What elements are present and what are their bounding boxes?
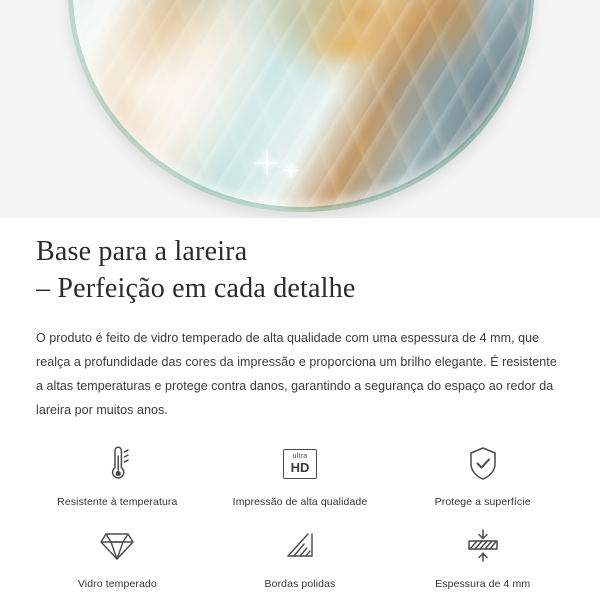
text-content [0, 218, 600, 422]
ultra-hd-badge-bottom: HD [290, 460, 310, 476]
feature-label: Bordas polidas [264, 577, 336, 590]
feature-item-polished-edges [209, 524, 392, 590]
feature-item-temperature [26, 442, 209, 508]
gold-accents [68, 0, 534, 212]
diamond-icon [98, 524, 136, 568]
feature-label: Espessura de 4 mm [435, 577, 531, 590]
polished-edges-icon [282, 524, 318, 568]
title-line-1: Base para a lareira [36, 236, 248, 267]
feature-item-tempered-glass [26, 524, 209, 590]
feature-label: Vidro temperado [77, 577, 157, 590]
feature-label: Impressão de alta qualidade [232, 495, 368, 508]
feature-item-thickness [391, 524, 574, 590]
page-title [36, 234, 564, 308]
hero-image [0, 0, 600, 218]
title-line-2: – Perfeição em cada detalhe [36, 272, 356, 304]
thermometer-icon [102, 442, 132, 486]
ultra-hd-badge-top: ultra [292, 453, 308, 461]
feature-label: Protege a superfície [434, 495, 531, 508]
feature-item-print-quality [209, 442, 392, 508]
ultra-hd-icon [283, 442, 317, 486]
shield-check-icon [465, 442, 501, 486]
feature-grid [0, 442, 600, 590]
feature-label: Resistente à temperatura [57, 495, 178, 508]
product-description: O produto é feito de vidro temperado de alta qualidade com uma espessura de 4 mm, que realça a profundidade das cores da impressão e proporciona um brilho elegante. É resistente a altas temperaturas e protege contra danos, garantindo a segurança do espaço ao redor da lareira por muitos anos. [36, 330, 557, 417]
feature-item-surface-protection [391, 442, 574, 508]
glass-plate-marble-artwork [68, 0, 534, 212]
thickness-arrows-icon [463, 524, 503, 568]
